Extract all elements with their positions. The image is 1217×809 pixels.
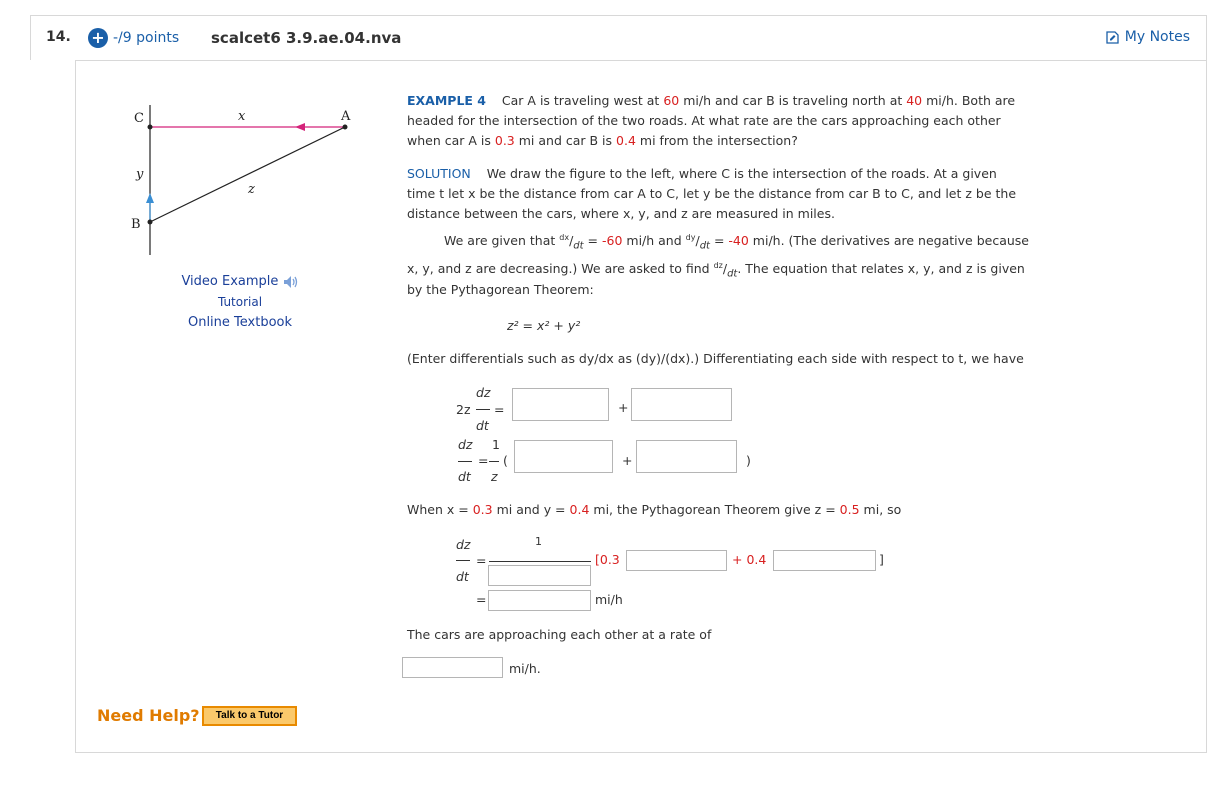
- label-a: A: [341, 109, 351, 124]
- dt-denominator-1: dt: [476, 418, 489, 433]
- answer-input-3b[interactable]: [773, 550, 876, 571]
- tutorial-link[interactable]: Tutorial: [217, 295, 263, 309]
- my-notes-label: My Notes: [1124, 29, 1190, 45]
- answer-input-1a[interactable]: [512, 388, 609, 421]
- label-c: C: [134, 111, 144, 126]
- x-value: 0.3: [472, 502, 493, 517]
- dz-numerator-3: dz: [456, 537, 471, 552]
- point-c: [148, 125, 153, 130]
- final-answer-input[interactable]: [402, 657, 503, 678]
- answer-input-rate[interactable]: [488, 590, 591, 611]
- distance-z-line: [150, 127, 345, 222]
- distance-b-value: 0.4: [616, 133, 636, 148]
- car-b-direction-arrow: [146, 193, 154, 203]
- pythagorean-intro: by the Pythagorean Theorem:: [407, 282, 594, 297]
- dz-numerator-2: dz: [458, 437, 473, 452]
- bracket-x-value: [0.3: [595, 552, 620, 567]
- talk-to-tutor-button[interactable]: Talk to a Tutor: [202, 706, 297, 726]
- z-denominator: z: [491, 469, 498, 484]
- distance-a-value: 0.3: [494, 133, 515, 148]
- question-header: [30, 15, 1207, 60]
- fraction-bar: [489, 461, 499, 462]
- conclusion-text: The cars are approaching each other at a rate of: [407, 627, 712, 642]
- y-value: 0.4: [569, 502, 590, 517]
- dz-numerator-1: dz: [476, 385, 491, 400]
- speed-b-value: 40: [906, 93, 923, 108]
- resource-links: [160, 274, 320, 336]
- example-label: EXAMPLE 4: [407, 93, 487, 108]
- dy-dt-symbol: $^{dy}/_{dt}$: [685, 233, 710, 252]
- answer-input-3a[interactable]: [626, 550, 727, 571]
- answer-input-2b[interactable]: [636, 440, 737, 473]
- answer-input-2a[interactable]: [514, 440, 613, 473]
- my-notes-button[interactable]: [1106, 29, 1190, 45]
- z-value: 0.5: [839, 502, 860, 517]
- problem-code: scalcet6 3.9.ae.04.nva: [211, 29, 402, 47]
- fraction-bar: [476, 409, 490, 410]
- label-b: B: [131, 217, 141, 232]
- differential-instruction: (Enter differentials such as dy/dx as (dy)/(dx).) Differentiating each side with respect to t, we have: [407, 351, 1024, 366]
- one-numerator: 1: [492, 437, 500, 452]
- dx-dt-symbol: $^{dx}/_{dt}$: [559, 233, 584, 252]
- fraction-bar: [489, 561, 591, 562]
- speaker-icon: [283, 275, 299, 289]
- bracket-y-value: + 0.4: [732, 552, 767, 567]
- final-unit: mi/h.: [509, 661, 541, 676]
- rate-unit: mi/h: [595, 592, 623, 607]
- car-a-direction-arrow: [295, 123, 305, 131]
- dy-dt-value: -40: [728, 233, 749, 249]
- question-number: 14.: [46, 29, 71, 45]
- fraction-bar: [456, 560, 470, 561]
- example-paragraph: EXAMPLE 4 Car A is traveling west at 60 mi/h and car B is traveling north at 40 mi/h. Both are headed for the intersection of the two roads. At what rate are the cars approaching each other when car A is 0.3 mi and car B is 0.4 mi from the intersection?: [407, 93, 1016, 148]
- label-x: x: [238, 109, 246, 124]
- point-a: [343, 125, 348, 130]
- dx-dt-value: -60: [601, 233, 623, 249]
- online-textbook-link[interactable]: Online Textbook: [187, 315, 293, 330]
- solution-paragraph: SOLUTION We draw the figure to the left, where C is the intersection of the roads. At a given time t let x be the distance from car A to C, let y be the distance from car B to C, and let z be the distance between the cars, where x, y, and z are measured in miles.: [407, 166, 1017, 221]
- speed-a-value: 60: [663, 93, 680, 108]
- dz-dt-symbol: $^{dz}/_{dt}$: [713, 261, 738, 280]
- points-link[interactable]: -/9 points: [113, 30, 180, 46]
- label-y: y: [136, 167, 144, 182]
- answer-input-1b[interactable]: [631, 388, 732, 421]
- pythagorean-equation: z² = x² + y²: [507, 318, 581, 333]
- label-z: z: [248, 182, 255, 197]
- find-line: x, y, and z are decreasing.) We are asked to find $^{dz}/_{dt}$. The equation that relates x, y, and z is given: [407, 261, 1025, 280]
- fraction-bar: [458, 461, 472, 462]
- given-line: We are given that $^{dx}/_{dt} = -60$ mi/h and $^{dy}/_{dt} = -40$ mi/h. (The derivatives are negative because: [444, 233, 1029, 252]
- one-numerator-3: 1: [535, 535, 542, 548]
- point-b: [148, 220, 153, 225]
- note-icon: [1106, 31, 1119, 44]
- video-example-link[interactable]: Video Example: [160, 274, 320, 289]
- solution-label: SOLUTION: [407, 166, 471, 181]
- need-help-label: Need Help?: [97, 706, 200, 725]
- dt-denominator-3: dt: [456, 569, 469, 584]
- when-line: When x = 0.3 mi and y = 0.4 mi, the Pythagorean Theorem give z = 0.5 mi, so: [407, 502, 902, 517]
- dt-denominator-2: dt: [458, 469, 471, 484]
- expand-plus-icon[interactable]: +: [88, 28, 108, 48]
- answer-input-denominator[interactable]: [488, 565, 591, 586]
- roads-diagram: [112, 100, 372, 260]
- two-z: 2z: [456, 402, 471, 417]
